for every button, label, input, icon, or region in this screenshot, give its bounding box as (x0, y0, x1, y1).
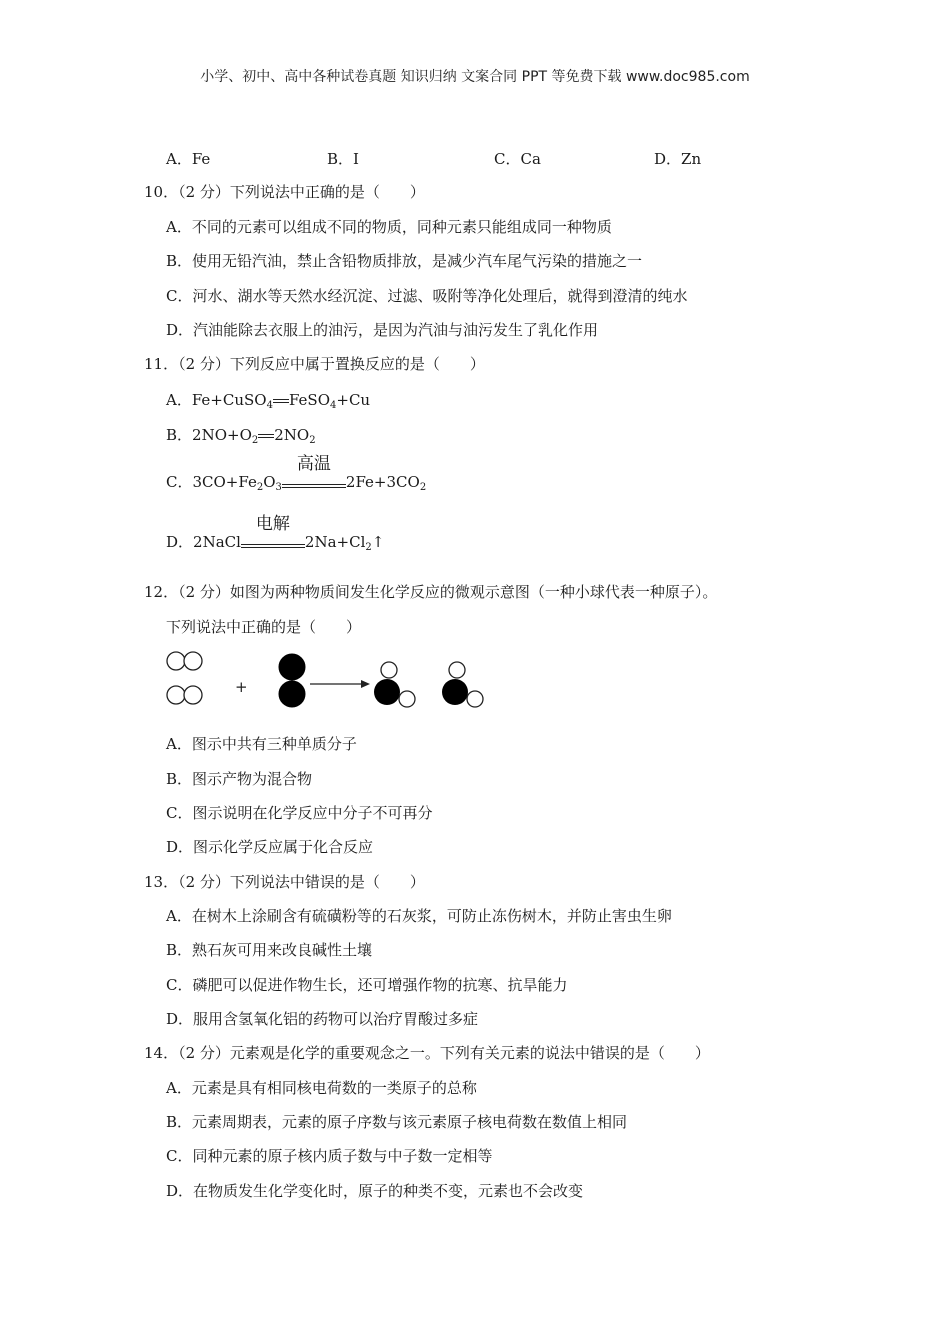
q11-stem: 11．（2 分）下列反应中属于置换反应的是（ ） (144, 355, 485, 373)
reaction-arrow-icon (310, 680, 370, 688)
black-molecule (279, 654, 305, 707)
equals-sign (258, 425, 274, 445)
q13-option-b: B．熟石灰可用来改良碱性土壤 (166, 941, 373, 959)
reaction-condition: 高温 (282, 472, 346, 492)
q14-option-b: B．元素周期表，元素的原子序数与该元素原子核电荷数在数值上相同 (166, 1113, 628, 1131)
option-label: C． (166, 473, 193, 491)
page-header: 小学、初中、高中各种试卷真题 知识归纳 文案合同 PPT 等免费下载 www.doc985.com (200, 69, 750, 85)
q14-option-d: D．在物质发生化学变化时，原子的种类不变，元素也不会改变 (166, 1182, 584, 1200)
q9-options (0, 149, 950, 169)
product-molecule (442, 662, 483, 707)
q10-option-a: A．不同的元素可以组成不同的物质，同种元素只能组成同一种物质 (166, 218, 612, 236)
q11-option-a: A．Fe+CuSO$_4$ FeSO$_4$+Cu (166, 391, 371, 411)
reaction-diagram (160, 646, 500, 712)
q10-option-b: B．使用无铅汽油，禁止含铅物质排放，是减少汽车尾气污染的措施之一 (166, 252, 643, 270)
q11-option-c: C．$3CO+Fe_2O_3$ 高温 $2Fe+3CO_2$ (166, 454, 427, 493)
q12-option-a: A．图示中共有三种单质分子 (166, 735, 357, 753)
option-label: D． (166, 533, 194, 551)
q13-option-a: A．在树木上涂刷含有硫磺粉等的石灰浆，可防止冻伤树木，并防止害虫生卵 (166, 907, 672, 925)
reaction-condition: 电解 (241, 532, 305, 552)
q11-option-d: D．2NaCl 电解 $2Na+Cl_2↑$ (166, 514, 385, 553)
q12-stem: 12．（2 分）如图为两种物质间发生化学反应的微观示意图（一种小球代表一种原子）。 (144, 583, 718, 601)
q11-option-b: B．$2NO+O_2$ $2NO_2$ (166, 426, 316, 446)
equals-sign (273, 390, 289, 410)
q12-option-c: C．图示说明在化学反应中分子不可再分 (166, 804, 433, 822)
product-molecule (374, 662, 415, 707)
q14-option-a: A．元素是具有相同核电荷数的一类原子的总称 (166, 1079, 477, 1097)
q13-option-d: D．服用含氢氧化铝的药物可以治疗胃酸过多症 (166, 1010, 479, 1028)
q10-stem: 10．（2 分）下列说法中正确的是（ ） (144, 183, 425, 201)
q14-stem: 14．（2 分）元素观是化学的重要观念之一。下列有关元素的说法中错误的是（ ） (144, 1044, 710, 1062)
q9-option-c: C．Ca (494, 150, 541, 168)
q12-option-b: B．图示产物为混合物 (166, 770, 313, 788)
q10-option-d: D．汽油能除去衣服上的油污，是因为汽油与油污发生了乳化作用 (166, 321, 599, 339)
q12-option-d: D．图示化学反应属于化合反应 (166, 838, 374, 856)
gas-arrow-icon: ↑ (371, 533, 385, 551)
q13-option-c: C．磷肥可以促进作物生长，还可增强作物的抗寒、抗旱能力 (166, 976, 568, 994)
q10-option-c: C．河水、湖水等天然水经沉淀、过滤、吸附等净化处理后，就得到澄清的纯水 (166, 287, 688, 305)
q14-option-c: C．同种元素的原子核内质子数与中子数一定相等 (166, 1147, 493, 1165)
option-label: B． (166, 426, 193, 444)
white-molecule (167, 652, 202, 670)
option-label: A． (166, 391, 192, 409)
q13-stem: 13．（2 分）下列说法中错误的是（ ） (144, 873, 425, 891)
plus-sign: + (235, 678, 248, 696)
white-molecule (167, 686, 202, 704)
q9-option-a: A．Fe (166, 150, 211, 168)
q9-option-d: D．Zn (654, 150, 702, 168)
q12-stem-continued: 下列说法中正确的是（ ） (166, 618, 362, 636)
q9-option-b: B．I (327, 150, 359, 168)
